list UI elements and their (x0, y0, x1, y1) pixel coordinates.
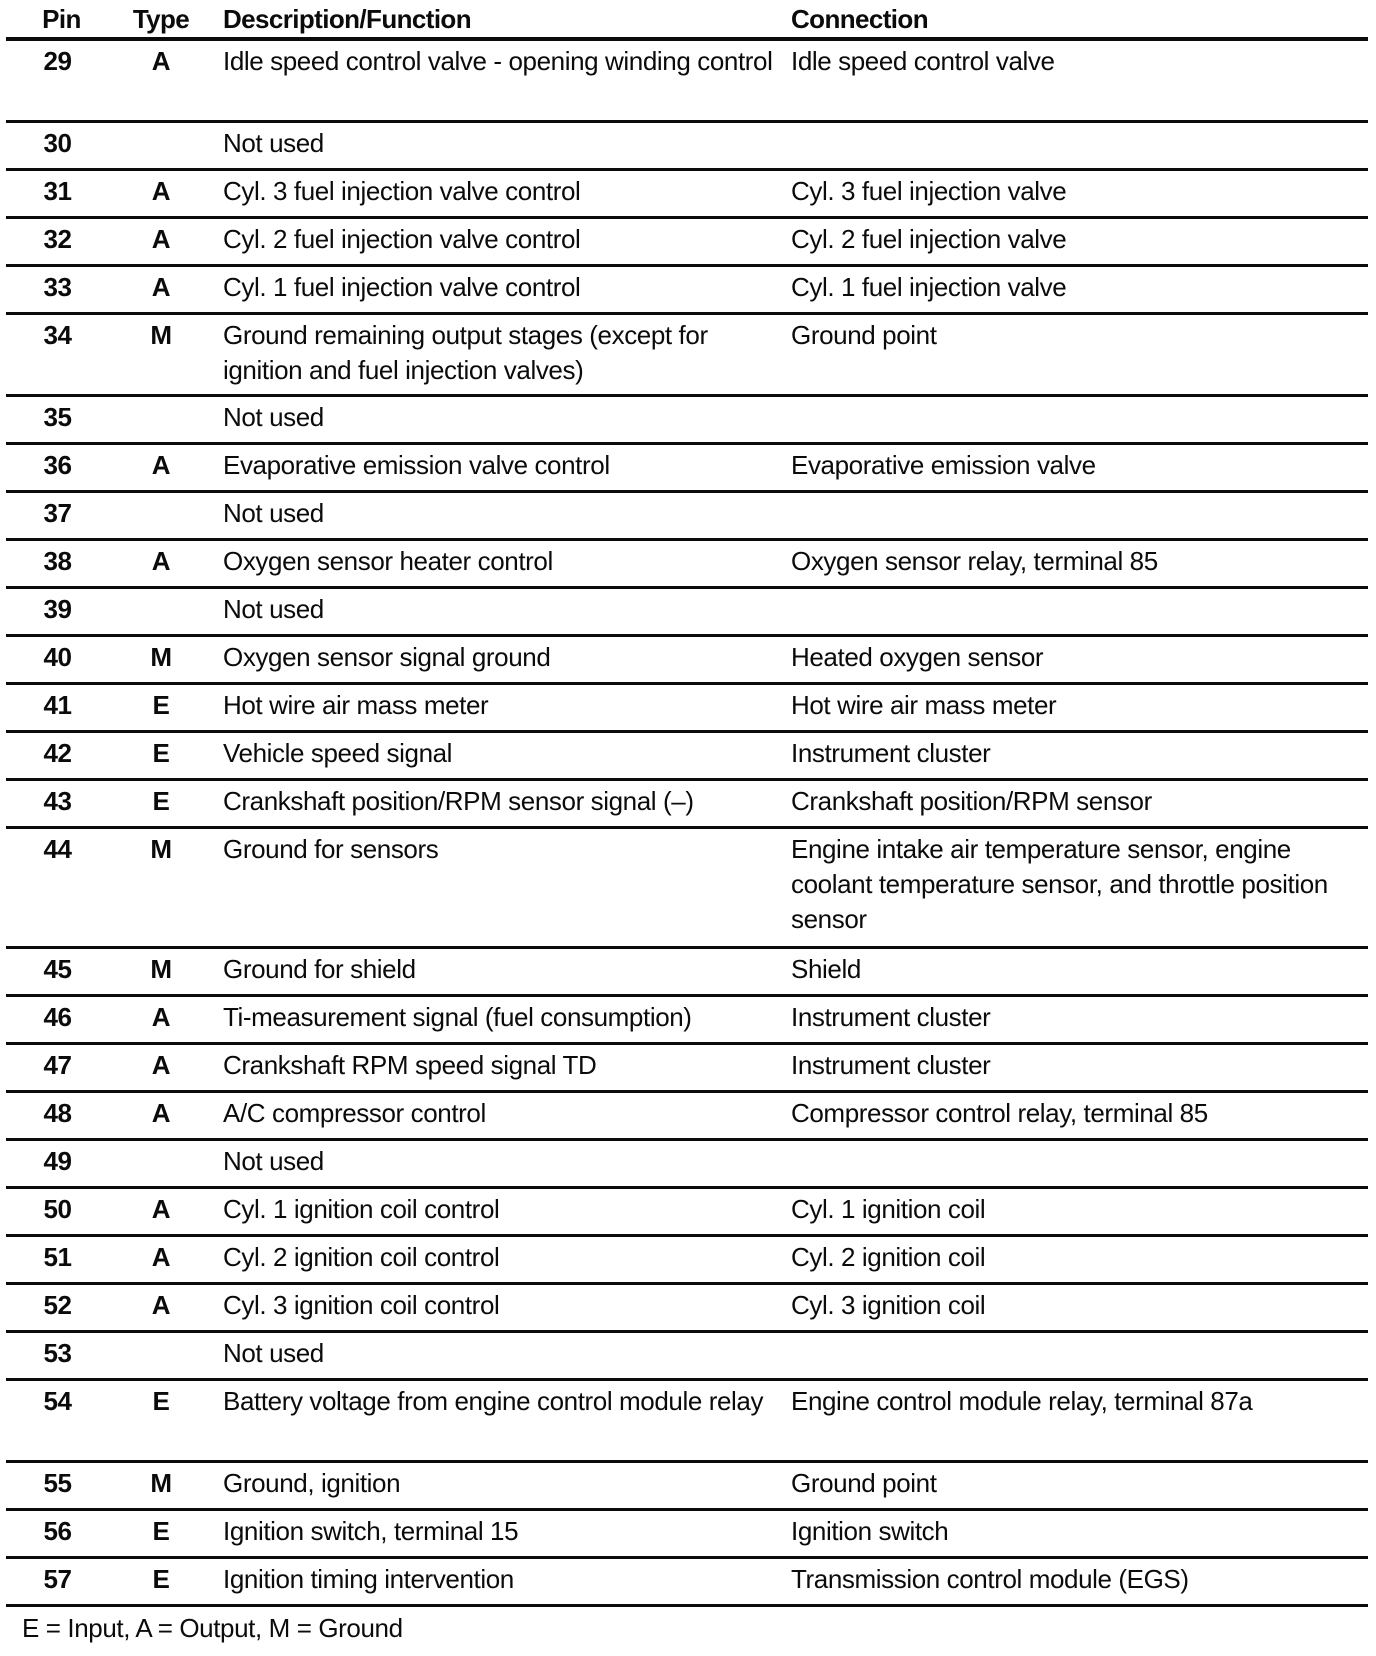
description-cell: Ti-measurement signal (fuel consumption) (223, 1002, 692, 1032)
connection-cell: Ground point (791, 320, 937, 350)
pin-cell: 55 (43, 1468, 72, 1498)
type-cell: E (152, 1386, 170, 1416)
header-connection: Connection (791, 4, 928, 34)
connection-cell: Cyl. 3 ignition coil (791, 1290, 986, 1320)
description-cell: Ground for sensors (223, 834, 439, 864)
table-row (6, 41, 1368, 123)
pin-cell: 42 (43, 738, 72, 768)
pin-cell: 53 (43, 1338, 72, 1368)
pin-cell: 34 (43, 320, 72, 350)
pin-cell: 45 (43, 954, 72, 984)
table-header (6, 0, 1368, 41)
connection-cell: Cyl. 2 fuel injection valve (791, 224, 1067, 254)
description-cell: Oxygen sensor signal ground (223, 642, 551, 672)
table-row (6, 1093, 1368, 1141)
table-row (6, 1237, 1368, 1285)
table-body (6, 41, 1368, 1607)
description-cell: Not used (223, 128, 324, 158)
type-cell: M (150, 642, 172, 672)
type-cell: A (151, 1002, 171, 1032)
table-row (6, 1381, 1368, 1463)
table-row (6, 493, 1368, 541)
table-row (6, 315, 1368, 397)
description-cell: Ignition timing intervention (223, 1564, 514, 1594)
type-cell: A (151, 272, 171, 302)
type-cell: A (151, 1050, 171, 1080)
description-cell: Ground remaining output stages (except for ignition and fuel injection valves) (223, 320, 708, 385)
description-cell: Not used (223, 498, 324, 528)
pin-cell: 43 (43, 786, 72, 816)
connection-cell: Instrument cluster (791, 738, 991, 768)
description-cell: Cyl. 3 fuel injection valve control (223, 176, 581, 206)
connection-cell: Heated oxygen sensor (791, 642, 1044, 672)
table-row (6, 949, 1368, 997)
table-row (6, 171, 1368, 219)
table-row (6, 1141, 1368, 1189)
connection-cell: Ignition switch (791, 1516, 949, 1546)
connection-cell: Hot wire air mass meter (791, 690, 1057, 720)
header-description: Description/Function (223, 4, 472, 34)
description-cell: Not used (223, 402, 324, 432)
table-row (6, 589, 1368, 637)
type-cell: A (151, 1242, 171, 1272)
type-cell: E (152, 738, 170, 768)
table-row (6, 1559, 1368, 1607)
pin-cell: 35 (43, 402, 72, 432)
connection-cell: Cyl. 1 ignition coil (791, 1194, 986, 1224)
connection-cell: Instrument cluster (791, 1050, 991, 1080)
table-row (6, 1511, 1368, 1559)
description-cell: Vehicle speed signal (223, 738, 453, 768)
table-row (6, 781, 1368, 829)
description-cell: A/C compressor control (223, 1098, 486, 1128)
type-cell: A (151, 450, 171, 480)
type-legend: E = Input, A = Output, M = Ground (22, 1613, 403, 1643)
description-cell: Not used (223, 1146, 324, 1176)
type-cell: M (150, 834, 172, 864)
description-cell: Not used (223, 594, 324, 624)
pin-cell: 50 (43, 1194, 72, 1224)
type-cell: A (151, 224, 171, 254)
pin-cell: 38 (43, 546, 72, 576)
table-row (6, 637, 1368, 685)
table-row (6, 685, 1368, 733)
description-cell: Not used (223, 1338, 324, 1368)
type-cell: A (151, 1098, 171, 1128)
description-cell: Crankshaft position/RPM sensor signal (–) (223, 786, 694, 816)
type-cell: A (151, 176, 171, 206)
description-cell: Cyl. 2 ignition coil control (223, 1242, 500, 1272)
connection-cell: Oxygen sensor relay, terminal 85 (791, 546, 1158, 576)
description-cell: Cyl. 3 ignition coil control (223, 1290, 500, 1320)
pin-cell: 48 (43, 1098, 72, 1128)
table-row (6, 1463, 1368, 1511)
table-row (6, 733, 1368, 781)
description-cell: Oxygen sensor heater control (223, 546, 553, 576)
type-cell: E (152, 690, 170, 720)
type-cell: M (150, 1468, 172, 1498)
connection-cell: Instrument cluster (791, 1002, 991, 1032)
table-row (6, 397, 1368, 445)
pin-table (6, 0, 1368, 1644)
header-pin: Pin (42, 4, 81, 34)
description-cell: Battery voltage from engine control module relay (223, 1386, 764, 1416)
table-row (6, 445, 1368, 493)
pin-cell: 31 (43, 176, 72, 206)
connection-cell: Evaporative emission valve (791, 450, 1096, 480)
description-cell: Cyl. 2 fuel injection valve control (223, 224, 581, 254)
connection-cell: Cyl. 2 ignition coil (791, 1242, 986, 1272)
connection-cell: Engine control module relay, terminal 87a (791, 1386, 1253, 1416)
connection-cell: Cyl. 3 fuel injection valve (791, 176, 1067, 206)
type-cell: M (150, 954, 172, 984)
pin-cell: 36 (43, 450, 72, 480)
pin-cell: 40 (43, 642, 72, 672)
pin-cell: 44 (43, 834, 72, 864)
connection-cell: Shield (791, 954, 861, 984)
description-cell: Evaporative emission valve control (223, 450, 610, 480)
pin-cell: 57 (43, 1564, 72, 1594)
type-cell: E (152, 786, 170, 816)
connection-cell: Engine intake air temperature sensor, engine coolant temperature sensor, and throttle position sensor (791, 834, 1328, 934)
description-cell: Crankshaft RPM speed signal TD (223, 1050, 597, 1080)
table-row (6, 541, 1368, 589)
pin-cell: 51 (43, 1242, 72, 1272)
pin-cell: 47 (43, 1050, 72, 1080)
pin-cell: 46 (43, 1002, 72, 1032)
connection-cell: Idle speed control valve (791, 46, 1055, 76)
type-cell: E (152, 1564, 170, 1594)
description-cell: Cyl. 1 fuel injection valve control (223, 272, 581, 302)
pin-cell: 52 (43, 1290, 72, 1320)
connection-cell: Ground point (791, 1468, 937, 1498)
header-type: Type (132, 4, 190, 34)
type-cell: A (151, 1290, 171, 1320)
description-cell: Idle speed control valve - opening winding control (223, 46, 773, 76)
description-cell: Hot wire air mass meter (223, 690, 489, 720)
pin-cell: 54 (43, 1386, 72, 1416)
connection-cell: Crankshaft position/RPM sensor (791, 786, 1152, 816)
connection-cell: Transmission control module (EGS) (791, 1564, 1189, 1594)
type-cell: A (151, 46, 171, 76)
connection-cell: Cyl. 1 fuel injection valve (791, 272, 1067, 302)
pin-cell: 39 (43, 594, 72, 624)
type-cell: A (151, 546, 171, 576)
description-cell: Ground for shield (223, 954, 416, 984)
description-cell: Ground, ignition (223, 1468, 401, 1498)
pin-cell: 37 (43, 498, 72, 528)
type-cell: M (150, 320, 172, 350)
table-row (6, 829, 1368, 949)
description-cell: Ignition switch, terminal 15 (223, 1516, 519, 1546)
table-row (6, 997, 1368, 1045)
connection-cell: Compressor control relay, terminal 85 (791, 1098, 1208, 1128)
table-row (6, 219, 1368, 267)
pin-cell: 32 (43, 224, 72, 254)
pin-cell: 29 (43, 46, 72, 76)
pin-cell: 49 (43, 1146, 72, 1176)
pin-cell: 41 (43, 690, 72, 720)
pin-cell: 33 (43, 272, 72, 302)
type-cell: E (152, 1516, 170, 1546)
pin-cell: 56 (43, 1516, 72, 1546)
table-row (6, 1189, 1368, 1237)
table-row (6, 1285, 1368, 1333)
pin-cell: 30 (43, 128, 72, 158)
description-cell: Cyl. 1 ignition coil control (223, 1194, 500, 1224)
table-row (6, 267, 1368, 315)
table-row (6, 1045, 1368, 1093)
type-cell: A (151, 1194, 171, 1224)
table-row (6, 1333, 1368, 1381)
table-row (6, 123, 1368, 171)
